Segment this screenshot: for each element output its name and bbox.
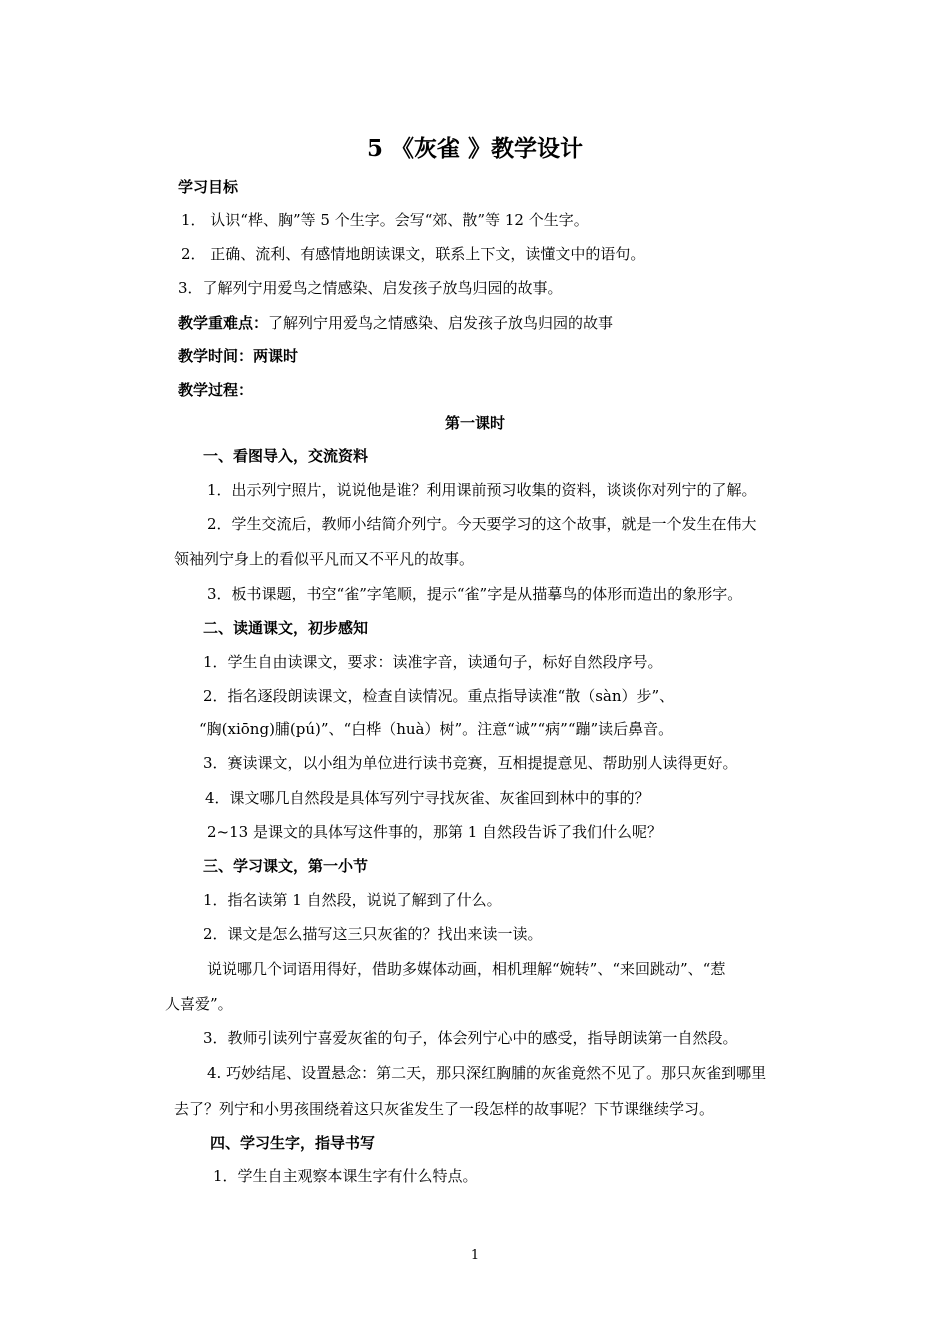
objective-item-1: 1． 认识“桦、胸”等 5 个生字。会写“郊、散”等 12 个生字。 [181, 211, 589, 229]
section-2-heading: 二、读通课文，初步感知 [203, 619, 369, 637]
section-2-line: 2~13 是课文的具体写这件事的，那第 1 自然段告诉了我们什么呢？ [207, 823, 663, 841]
section-2-line: 3．赛读课文，以小组为单位进行读书竞赛，互相提提意见、帮助别人读得更好。 [203, 754, 738, 772]
lesson-title: 第一课时 [444, 414, 505, 432]
objective-item-2: 2． 正确、流利、有感情地朗读课文，联系上下文，读懂文中的语句。 [181, 245, 646, 263]
section-2-line: 1．学生自由读课文，要求：读准字音，读通句子，标好自然段序号。 [203, 653, 663, 671]
key-points [178, 313, 613, 333]
key-points-text: 了解列宁用爱鸟之情感染、启发孩子放鸟归园的故事 [268, 314, 614, 332]
section-3-line: 4. 巧妙结尾、设置悬念：第二天，那只深红胸脯的灰雀竟然不见了。那只灰雀到哪里 [207, 1064, 767, 1082]
teaching-time: 教学时间：两课时 [178, 347, 299, 365]
teaching-process: 教学过程： [178, 381, 254, 399]
section-1-line: 领袖列宁身上的看似平凡而又不平凡的故事。 [174, 550, 475, 568]
key-points-label: 教学重难点： [178, 314, 269, 332]
section-1-line: 2．学生交流后，教师小结简介列宁。今天要学习的这个故事，就是一个发生在伟大 [207, 515, 757, 533]
section-3-line: 1．指名读第 1 自然段，说说了解到了什么。 [203, 891, 502, 909]
section-3-heading: 三、学习课文，第一小节 [203, 857, 369, 875]
section-1-line: 1．出示列宁照片，说说他是谁？利用课前预习收集的资料，谈谈你对列宁的了解。 [207, 481, 757, 499]
page-number: 1 [470, 1248, 480, 1263]
section-2-line: 4．课文哪几自然段是具体写列宁寻找灰雀、灰雀回到林中的事的？ [205, 789, 650, 807]
section-2-line: 2．指名逐段朗读课文，检查自读情况。重点指导读准“散（sàn）步”、 [203, 687, 675, 705]
document-title: 5 《灰雀 》教学设计 [366, 135, 584, 162]
section-2-line: “胸(xiōng)脯(pú)”、“白桦（huà）树”。注意“诚”“病”“蹦”读后鼻音。 [199, 720, 674, 738]
section-4-heading: 四、学习生字，指导书写 [210, 1134, 376, 1152]
section-3-line: 去了？列宁和小男孩围绕着这只灰雀发生了一段怎样的故事呢？下节课继续学习。 [174, 1100, 715, 1118]
section-3-line: 2．课文是怎么描写这三只灰雀的？找出来读一读。 [203, 925, 543, 943]
section-3-line: 说说哪几个词语用得好，借助多媒体动画，相机理解“婉转”、“来回跳动”、“惹 [207, 960, 726, 978]
section-4-line: 1．学生自主观察本课生字有什么特点。 [213, 1167, 478, 1185]
objective-item-3: 3．了解列宁用爱鸟之情感染、启发孩子放鸟归园的故事。 [178, 279, 563, 297]
section-3-line: 3．教师引读列宁喜爱灰雀的句子，体会列宁心中的感受，指导朗读第一自然段。 [203, 1029, 738, 1047]
section-1-heading: 一、看图导入，交流资料 [203, 447, 369, 465]
objectives-heading: 学习目标 [178, 178, 239, 196]
section-3-line: 人喜爱”。 [165, 995, 233, 1013]
section-1-line: 3．板书课题，书空“雀”字笔顺，提示“雀”字是从描摹鸟的体形而造出的象形字。 [207, 585, 743, 603]
